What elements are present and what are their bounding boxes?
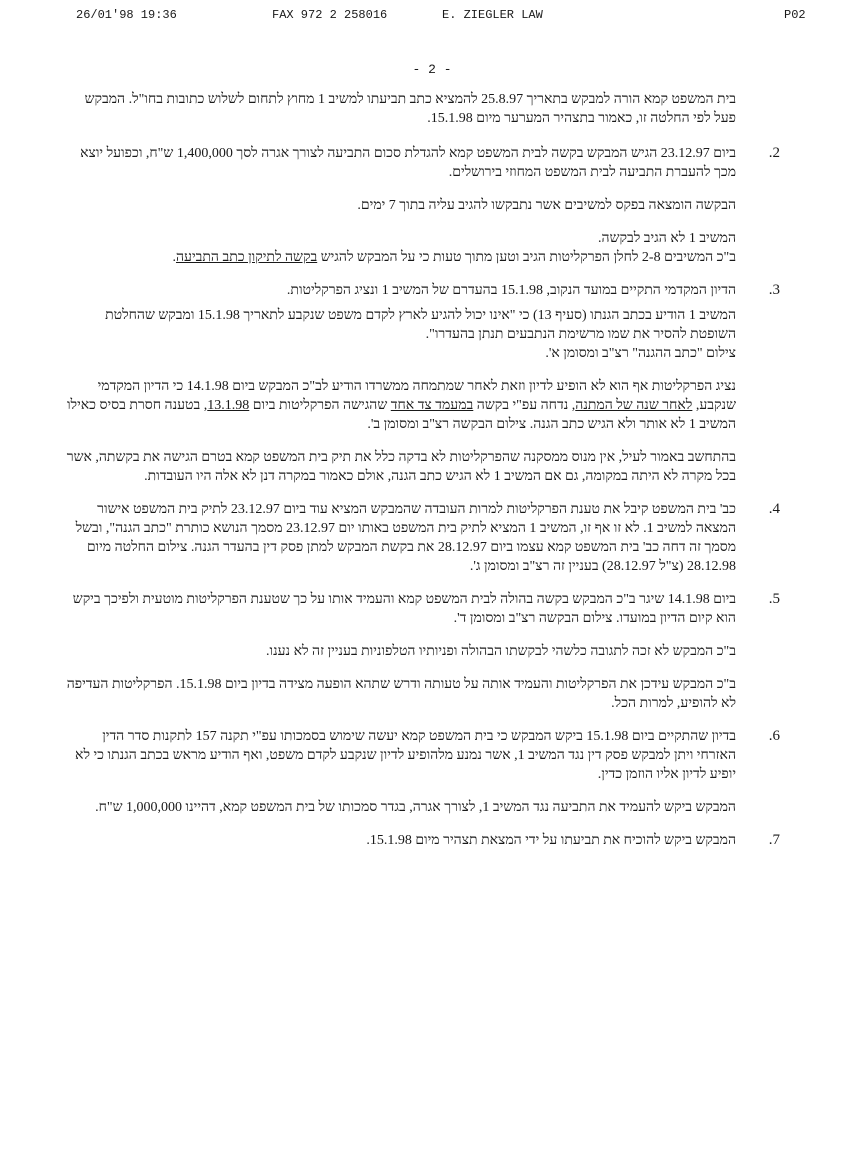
underlined-text: במעמד צד אחד — [390, 398, 474, 413]
underlined-text: בקשה לתיקון כתב התביעה — [175, 250, 318, 265]
paragraph: הדיון המקדמי התקיים במועד הנקוב, 15.1.98 בהעדרם של המשיב 1 ונציג הפרקליטות. — [286, 283, 736, 298]
paragraph: כב' בית המשפט קיבל את טענת הפרקליטות למרות העובדה שהמבקש המציא עוד ביום 23.12.97 לתיק בית המשפט אישור המצאה למשיב 1. לא זו אף זו, המשיב 1 המציא לתיק בית המשפט באותו יום 23.12.97 מסמך הנושא כותרת "כתב הגנה", ובשל מסמך זה דחה כב' בית המשפט קמא עצמו ביום 28.12.97 את בקשת המבקש למתן פסק דין בהעדר הגנה. צילום החלטה מיום 28.12.98 (צ"ל 28.12.97) בעניין זה רצ"ב ומסומן ג'. — [75, 502, 736, 574]
paragraph: ביום 23.12.97 הגיש המבקש בקשה לבית המשפט קמא להגדלת סכום התביעה לצורך אגרה לסך 1,400,000 ש"ח, וכפועל יוצא מכך להעברת התביעה לבית המשפט המחוזי בירושלים. — [80, 146, 736, 180]
paragraph: בהתחשב באמור לעיל, אין מנוס ממסקנה שהפרקליטות לא בדקה כלל את תיק בית המשפט קמא בטרם הגישה את בקשתה, אשר בכל מקרה לא היתה במקומה, גם אם המשיב 1 לא הגיש כתב הגנה, אולם כאמור במקרה דנן לא אלה היו העובדות. — [66, 450, 736, 484]
text-run: , בטענה חסרת בסיס כאילו המשיב 1 לא אותר ולא הגיש כתב הגנה. צילום הבקשה רצ"ב ומסומן ב'. — [66, 398, 736, 432]
text-run: שהגישה הפרקליטות ביום — [249, 398, 391, 413]
section-number: .7 — [768, 832, 780, 848]
fax-header — [0, 8, 864, 26]
text-run: . — [172, 250, 176, 265]
underlined-text: לאחר שנה של המתנה — [575, 398, 693, 413]
section-3 — [60, 281, 780, 486]
text-run: ב"כ המשיבים 2-8 לחלן הפרקליטות הגיב וטען מתוך טעות כי על המבקש להגיש — [317, 250, 736, 265]
paragraph: המשיב 1 הודיע בכתב הגנתו (סעיף 13) כי "אינו יכול להגיע לארץ לקדם משפט שנקבע לתאריך 15.1.98 ומבקש שהחלטת השופטת להסיר את שמו מרשימת הנתבעים תנתן בהעדרו". — [105, 308, 736, 342]
paragraph: ב"כ המבקש עידכן את הפרקליטות והעמיד אותה על טעותה ודרש שתהא הופעה מצידה בדיון ביום 15.1.98. הפרקליטות העדיפה לא להופיע, למרות הכל. — [66, 677, 736, 711]
section-5 — [60, 590, 780, 713]
paragraph: המבקש ביקש להעמיד את התביעה נגד המשיב 1, לצורך אגרה, בגדר סמכותו של בית המשפט קמא, דהיינו 1,000,000 ש"ח. — [95, 800, 736, 815]
paragraph: ב"כ המבקש לא זכה לתגובה כלשהי לבקשתו הבהולה ופניותיו הטלפוניות בעניין זה לא נענו. — [265, 644, 736, 659]
section-7 — [60, 831, 780, 850]
section-6 — [60, 727, 780, 817]
fax-datetime: 26/01'98 19:36 — [76, 8, 177, 22]
text-run: , נדחה עפ"י בקשה — [473, 398, 576, 413]
paragraph — [60, 248, 736, 267]
paragraph — [60, 377, 736, 434]
document-body — [60, 90, 780, 864]
page-number: - 2 - — [412, 62, 452, 77]
section-number: .3 — [768, 282, 780, 298]
section-number: .5 — [768, 591, 780, 607]
section-number: .4 — [768, 501, 780, 517]
paragraph: המבקש ביקש להוכיח את תביעתו על ידי המצאת תצהיר מיום 15.1.98. — [366, 833, 736, 848]
fax-sender: E. ZIEGLER LAW — [442, 8, 543, 22]
paragraph: המשיב 1 לא הגיב לבקשה. — [598, 231, 736, 246]
fax-page: P02 — [784, 8, 806, 22]
paragraph: צילום "כתב ההגנה" רצ"ב ומסומן א'. — [545, 346, 736, 361]
section-number: .2 — [768, 145, 780, 161]
intro-paragraph: בית המשפט קמא הורה למבקש בתאריך 25.8.97 להמציא כתב תביעתו למשיב 1 מחוץ לתחום לשלוש כתובות בחו"ל. המבקש פעל לפי החלטה זו, כאמור בתצהיר המערער מיום 15.1.98. — [84, 92, 736, 126]
underlined-text: 13.1.98 — [207, 398, 250, 413]
paragraph: בדיון שהתקיים ביום 15.1.98 ביקש המבקש כי בית המשפט קמא יעשה שימוש בסמכותו עפ"י תקנה 157 לתקנות סדר הדין האזרחי ויתן למבקש פסק דין נגד המשיב 1, אשר נמנע מלהופיע לדיון שנקבע לקדם משפט, ואף הודיע מראש בכתב הגנתו כי לא יופיע לדיון אליו הוזמן כדין. — [75, 729, 736, 782]
paragraph: הבקשה הומצאה בפקס למשיבים אשר נתבקשו להגיב עליה בתוך 7 ימים. — [357, 198, 736, 213]
section-number: .6 — [768, 728, 780, 744]
fax-number: FAX 972 2 258016 — [272, 8, 388, 22]
text-run: נציג הפרקליטות אף הוא לא הופיע לדיון וזאת לאחר שמתמחה ממשרדו הודיע לב"כ המבקש ביום 14.1.98 כי הדיון המקדמי שנקבע, — [97, 379, 736, 413]
section-2 — [60, 144, 780, 267]
section-4 — [60, 500, 780, 576]
paragraph: ביום 14.1.98 שיגר ב"כ המבקש בקשה בהולה לבית המשפט קמא והעמיד אותו על כך שטענת הפרקליטות מוטעית ולפיכך ביקש הוא קיום הדיון במועדו. צילום הבקשה רצ"ב ומסומן ד'. — [72, 592, 736, 626]
